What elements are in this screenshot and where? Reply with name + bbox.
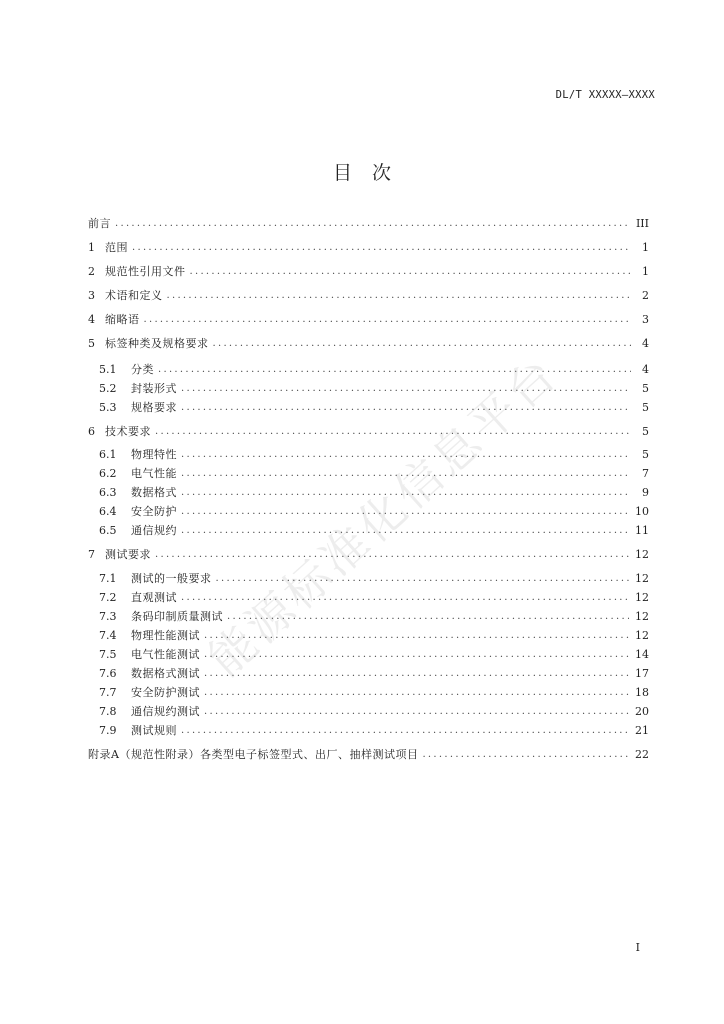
toc-entry[interactable] bbox=[99, 645, 649, 664]
toc-entry-title: 分类 bbox=[131, 363, 154, 376]
toc-entry-title: 数据格式 bbox=[131, 486, 177, 499]
toc-dot-leader bbox=[132, 238, 631, 257]
toc-entry[interactable] bbox=[99, 398, 649, 417]
toc-entry-title: 物理性能测试 bbox=[131, 629, 200, 642]
toc-dot-leader bbox=[181, 464, 631, 483]
toc-entry-page: 5 bbox=[642, 425, 649, 438]
toc-entry-title: 安全防护 bbox=[131, 505, 177, 518]
toc-entry[interactable] bbox=[99, 445, 649, 464]
toc-entry-number: 4 bbox=[88, 313, 95, 326]
toc-entry-page: 14 bbox=[635, 648, 649, 661]
toc-entry-number: 5 bbox=[88, 337, 95, 350]
toc-entry-title: 范围 bbox=[105, 241, 128, 254]
toc-dot-leader bbox=[204, 683, 629, 702]
toc-dot-leader bbox=[181, 502, 629, 521]
toc-entry[interactable] bbox=[99, 721, 649, 740]
toc-entry-number: 7.8 bbox=[99, 705, 117, 718]
toc-entry-number: 7.1 bbox=[99, 572, 117, 585]
toc-dot-leader bbox=[181, 398, 631, 417]
toc-entry-page: 7 bbox=[642, 467, 649, 480]
document-code: DL/T XXXXX—XXXX bbox=[555, 89, 655, 101]
toc-entry-title: 规范性引用文件 bbox=[105, 265, 186, 278]
toc-dot-leader bbox=[155, 422, 631, 441]
toc-entry-number: 6.5 bbox=[99, 524, 117, 537]
toc-entry-title: 测试要求 bbox=[105, 548, 151, 561]
toc-entry-page: 21 bbox=[635, 724, 649, 737]
toc-entry-number: 6.1 bbox=[99, 448, 117, 461]
toc-entry-page: 1 bbox=[642, 265, 649, 278]
toc-entry-page: 12 bbox=[635, 610, 649, 623]
toc-dot-leader bbox=[213, 334, 632, 353]
toc-entry-page: 1 bbox=[642, 241, 649, 254]
toc-entry-page: 3 bbox=[642, 313, 649, 326]
toc-entry-title: 安全防护测试 bbox=[131, 686, 200, 699]
toc-entry-title: 电气性能测试 bbox=[131, 648, 200, 661]
toc-entry-title: 通信规约 bbox=[131, 524, 177, 537]
toc-entry[interactable] bbox=[99, 464, 649, 483]
toc-entry-page: 5 bbox=[642, 401, 649, 414]
toc-entry-title: 技术要求 bbox=[105, 425, 151, 438]
toc-entry-title: 缩略语 bbox=[105, 313, 140, 326]
toc-entry-title: 测试规则 bbox=[131, 724, 177, 737]
toc-entry-page: 5 bbox=[642, 448, 649, 461]
toc-entry[interactable] bbox=[88, 745, 649, 764]
page-title-char-1: 目 bbox=[332, 162, 352, 184]
toc-entry-title: 封装形式 bbox=[131, 382, 177, 395]
toc-entry-page: 17 bbox=[635, 667, 649, 680]
toc-entry-page: 12 bbox=[635, 572, 649, 585]
toc-entry-number: 7.4 bbox=[99, 629, 117, 642]
toc-entry[interactable] bbox=[88, 238, 649, 257]
toc-entry-page: 11 bbox=[635, 524, 649, 537]
toc-entry-page: 20 bbox=[635, 705, 649, 718]
toc-entry[interactable] bbox=[88, 214, 649, 233]
toc-entry-page: III bbox=[635, 217, 649, 230]
toc-entry-title: 数据格式测试 bbox=[131, 667, 200, 680]
toc-entry[interactable] bbox=[88, 334, 649, 353]
toc-dot-leader bbox=[204, 626, 629, 645]
watermark: 能源标准化信息平台 bbox=[198, 345, 569, 687]
page-title bbox=[0, 158, 724, 185]
toc-entry-number: 7.6 bbox=[99, 667, 117, 680]
toc-entry-number: 6.3 bbox=[99, 486, 117, 499]
toc-dot-leader bbox=[216, 569, 630, 588]
toc-entry-page: 10 bbox=[635, 505, 649, 518]
toc-dot-leader bbox=[204, 702, 629, 721]
toc-entry-title: 术语和定义 bbox=[105, 289, 163, 302]
toc-entry[interactable] bbox=[88, 262, 649, 281]
toc-entry[interactable] bbox=[99, 626, 649, 645]
page-title-char-2: 次 bbox=[372, 162, 392, 184]
toc-entry-number: 5.2 bbox=[99, 382, 117, 395]
toc-dot-leader bbox=[158, 360, 631, 379]
toc-entry-title: 通信规约测试 bbox=[131, 705, 200, 718]
toc-dot-leader bbox=[204, 664, 629, 683]
toc-entry-page: 12 bbox=[635, 591, 649, 604]
page-number: I bbox=[635, 941, 640, 954]
toc-entry-page: 18 bbox=[635, 686, 649, 699]
toc-entry-page: 12 bbox=[635, 548, 649, 561]
toc-entry[interactable] bbox=[99, 483, 649, 502]
toc-entry-number: 6.2 bbox=[99, 467, 117, 480]
toc-entry-page: 9 bbox=[642, 486, 649, 499]
toc-entry-number: 7.9 bbox=[99, 724, 117, 737]
toc-entry-number: 1 bbox=[88, 241, 95, 254]
toc-entry-number: 7.7 bbox=[99, 686, 117, 699]
toc-entry-title: 附录A（规范性附录）各类型电子标签型式、出厂、抽样测试项目 bbox=[88, 748, 419, 761]
toc-entry[interactable] bbox=[88, 286, 649, 305]
toc-dot-leader bbox=[181, 721, 629, 740]
toc-entry-title: 物理特性 bbox=[131, 448, 177, 461]
toc-dot-leader bbox=[227, 607, 629, 626]
toc-entry[interactable] bbox=[99, 702, 649, 721]
toc-dot-leader bbox=[181, 379, 631, 398]
toc-dot-leader bbox=[115, 214, 630, 233]
toc-dot-leader bbox=[167, 286, 632, 305]
toc-entry-number: 5.1 bbox=[99, 363, 117, 376]
toc-dot-leader bbox=[155, 545, 629, 564]
toc-dot-leader bbox=[144, 310, 632, 329]
toc-entry-number: 3 bbox=[88, 289, 95, 302]
toc-entry-number: 7.3 bbox=[99, 610, 117, 623]
toc-entry[interactable] bbox=[99, 664, 649, 683]
toc-entry[interactable] bbox=[99, 521, 649, 540]
toc-entry[interactable] bbox=[99, 588, 649, 607]
toc-entry-title: 标签种类及规格要求 bbox=[105, 337, 209, 350]
toc-entry-page: 4 bbox=[642, 363, 649, 376]
toc-entry-title: 电气性能 bbox=[131, 467, 177, 480]
toc-dot-leader bbox=[190, 262, 632, 281]
toc-entry-number: 6.4 bbox=[99, 505, 117, 518]
toc-entry[interactable] bbox=[99, 683, 649, 702]
toc-entry-title: 规格要求 bbox=[131, 401, 177, 414]
toc-entry-page: 4 bbox=[642, 337, 649, 350]
toc-entry[interactable] bbox=[88, 422, 649, 441]
toc-entry[interactable] bbox=[99, 607, 649, 626]
toc-dot-leader bbox=[204, 645, 629, 664]
toc-dot-leader bbox=[181, 588, 629, 607]
toc-entry-number: 2 bbox=[88, 265, 95, 278]
toc-dot-leader bbox=[422, 745, 629, 764]
toc-entry[interactable] bbox=[88, 310, 649, 329]
toc-entry-page: 12 bbox=[635, 629, 649, 642]
toc-entry-page: 2 bbox=[642, 289, 649, 302]
toc-dot-leader bbox=[181, 521, 629, 540]
toc-entry-page: 5 bbox=[642, 382, 649, 395]
toc-entry[interactable] bbox=[99, 569, 649, 588]
toc-entry-number: 6 bbox=[88, 425, 95, 438]
toc-entry-number: 7 bbox=[88, 548, 95, 561]
toc-entry[interactable] bbox=[88, 545, 649, 564]
toc-entry[interactable] bbox=[99, 379, 649, 398]
toc-entry-title: 测试的一般要求 bbox=[131, 572, 212, 585]
toc-entry[interactable] bbox=[99, 360, 649, 379]
toc-entry-number: 7.5 bbox=[99, 648, 117, 661]
toc-dot-leader bbox=[181, 483, 631, 502]
toc-entry-page: 22 bbox=[635, 748, 649, 761]
toc-entry-title: 条码印制质量测试 bbox=[131, 610, 223, 623]
toc-entry-number: 5.3 bbox=[99, 401, 117, 414]
toc-entry[interactable] bbox=[99, 502, 649, 521]
toc-entry-title: 前言 bbox=[88, 217, 111, 230]
toc-entry-title: 直观测试 bbox=[131, 591, 177, 604]
toc-entry-number: 7.2 bbox=[99, 591, 117, 604]
toc-dot-leader bbox=[181, 445, 631, 464]
